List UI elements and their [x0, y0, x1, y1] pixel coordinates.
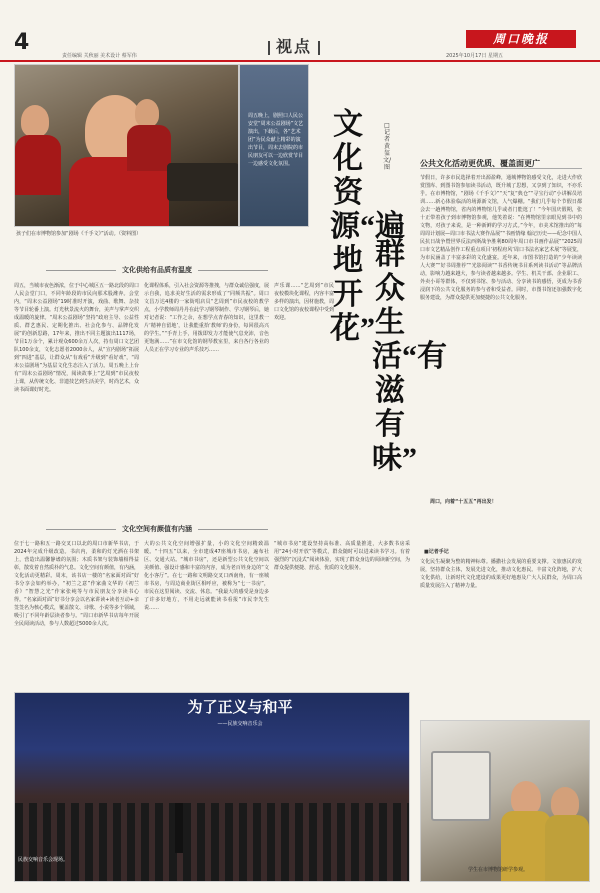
- reporter-note-label: ■记者手记: [424, 549, 449, 555]
- right-closing: 周口，向着“十五五”再出发！: [430, 499, 497, 505]
- section1-column-3: 声乐课……“艺周到”市民夜校模块化课程，内容丰富多样的演出，因材施教，周口文化馆的夜校课程中受到欢迎。: [274, 283, 334, 321]
- editor-credits: 责任编辑 关秋丽 美术设计 蔡军伟: [62, 53, 137, 59]
- section2-column-2: 大的公共文化空间增强扩量，小的文化空间精致温暖。“十四五”以来，全市建成47座城市书房，遍布社区、交通大站。“城市书房”，还是新型公共文化空间以美颜值、强设计感和丰富的内容，成为老百姓身边的“文化小客厅”。在七一路和文明路交叉口西南角，有一座城市书房，与周边商业街区相呼应，被称为“七一书房”，市民在这里阅读、交流、休息。“我最大的感受是身边多了许多好地方，不用走远就能读书看报”市民李先生说……: [144, 541, 269, 611]
- newspaper-logo: 周口晚报: [466, 30, 576, 48]
- section2-column-1: 位于七一路和五一路交叉口以北的周口市新华书店，于2024年完成升级改造。书店内，柔和的灯光洒在书架上，营造出温馨静谧的氛围；木质书架与装饰墙相得益彰，散发着自然质朴的气息。文化空间有颜值，有内涵，文化活动更精彩。周末，该书店一楼的“名家面对面”好书分享会如约举办，“初兰之意”作家曲文华的《初兰香》“智慧之光”作家张纯等与市民朋友分享读书心得。“名家面对面”好书分享会以名家讲读+读者互动+亲签签名为核心模式，覆盖散文、诗歌、小说等多个领域，吸引了不同年龄层读者参与。“周口市新华书店每年开展全民阅读活动，参与人数超过5000余人次。: [14, 541, 139, 627]
- right-section-body: 节假日，许多市民选择着开出源盈峰，通城博物馆感受文化，走进大作欣赏图库、到图书馆参加读书活动，既升城了思想，又享到了知识，不亦乐乎。在市博物馆，“剧场《千手文》”“天”复“典仓”“寻宝行动”小讲解员培训……新心体验临活的场源新文馆，人气爆棚。“我们几乎每个节假日都会去一趟博物馆，省内的博物馆几乎或者门能逛了！”今年国庆假期，张十正带着孩子到市博物馆参观，他笑着说：“在博物馆里亲眼见到书中的文物，对孩子来说，是一种新鲜的学习方式。”今年，市美术馆推出的“每周周计划展—周口市书法大赛作品展”“书画情缘 翰记历史——纪念中国人民抗日战争暨世界反法西斯战争胜利80周年周口市书画作品展”“2025周口市文艺精品创作工程重点项目‘初程府风’周口书法名家艺术展”等展览，为市民涵盖了丰富多彩的文化盛宴。近年来，市图书馆打造的“少年读读人大赛”“好书周推荐”“光影阅读”“书香传统书目系列读书活动”等品牌活动，影响力越来越大，参与读者越来越多。学生、机关干部、企业职工、外卖小哥等群体，不仅到书馆、参与活动、分享读书的感悟，更成为书香浸润下的公共文化服务的参与者和受益者。同时，市图书馆还加强数字化服务建设，为群众提供更加便捷的公共文化服务。: [420, 175, 582, 301]
- issue-date: 2025年10月17日 星期五: [446, 53, 504, 59]
- section-label: [262, 34, 326, 57]
- students-museum-photo: [420, 720, 590, 882]
- students-caption: 学生在市博物馆研学参观。: [468, 867, 529, 873]
- page-number: 4: [14, 30, 30, 55]
- concert-banner-title: 为了正义与和平: [187, 698, 293, 716]
- headline-part1: 文化资源“遍地开花”: [330, 108, 405, 345]
- reporter-note-body: 文化民生凝聚为整的精神标尊。播撒社会发展的重要支撑。文旅惠民的发展，坚持群众主体，发展先进文化，推动文化惠民。丰富文化阵地，扩大文化供给，让新时代文化建设的成果更好地惠及广大人民群众，为周口高质量发展注入了精神力量。: [420, 559, 582, 589]
- page-header: [0, 0, 600, 62]
- concert-caption: 民族交响音乐会现场。: [18, 857, 69, 863]
- section1-heading: 文化供给有品质有温度: [40, 265, 274, 275]
- byline: □记者 黄玺 文/图: [382, 122, 392, 171]
- headline-part2: 群众生活“有滋有味”: [372, 238, 447, 475]
- section2-heading: 文化空间有颜值有内涵: [40, 524, 274, 534]
- section1-column-2: 化课程体系，引入社会资源等推拽，与群众诚信强度，展示自我，追求美好生活的需求形成了“同频共振”。周口文昌万达4楼的一家街唱店员“艺周到”市民夜校的教学点，小学教师周丹丹在此学习钢琴制作、学习钢琴后，她对记者说：“工作之余，在想学点青春的知识，这里教一片‘精神自留地’，让我能重拾‘教师’的身份，每回很高兴的学生。”“手青上手，用拨即发力才能使气息充沛，音色更饱满……”在市文化馆的钢琴教室里，来自各行各业的人员正在学习专业的声乐技巧……: [144, 283, 269, 353]
- museum-kids-photo: [14, 64, 239, 227]
- section2-column-3: “城市书房”建设坚持高标准、高质量推进，大多数书房采用“24小时开放”等模式，群众随时可以进来读书学习。有着强烈的“沉浸式”阅读体验，实现了群众身边的阅读新空间，为群众提供便捷、舒适、优质的文化服务。: [274, 541, 410, 571]
- photo-overlay-text: 周五晚上，剧照口人民公安堂“周末公益剧场”文艺演出，下载后，各“艺术团”为民众献上精彩的演出节目，周末去剧院的市民朋友可以一边欣赏节目一边感受文化氛围。: [248, 113, 304, 167]
- right-section-title: 公共文化活动更优质、覆盖面更广: [420, 159, 540, 168]
- section1-column-1: 周五，当城市夜色渐浓，位于中心城区五一路北段的周口人民会堂门口，不同年龄段的市民向那术股潍奔。会堂内，“周末公益剧场”19时准时开演，戏曲、歌舞、杂技等节目轮番上演。灯光秋景流火的舞台，美声与掌声交织成温暖的旋律。“周末公益剧场”坚持“政府主导、公益性质、群艺惠民、定期化推出、社会化参与、品牌化发展”的创新思路，17年来，推出不同主题演出1117场，节目1万余个，累计观众600余万人次，持有周口文艺团队100余支，文化志愿者2000余人，从“宣内剧场”拓展到“四进”基层，让群众从“有戏看”升级到“看好戏”，“周末公益剧场”为基层文化生态注入了活力。周五晚上上台有“周末公益剧场”情况，阅读故事上“艺周到”市民夜校上课，从传统文化、非遗技艺到生活美学，时尚艺术，众读书面课好时光。: [14, 283, 139, 393]
- concert-banner-subtitle: ——民族交响音乐会: [217, 721, 263, 727]
- photo1-caption: 孩子们在市博物馆参加“剧场《千手文》”活动。（资料图）: [16, 231, 142, 237]
- section-name: 视点: [276, 37, 313, 56]
